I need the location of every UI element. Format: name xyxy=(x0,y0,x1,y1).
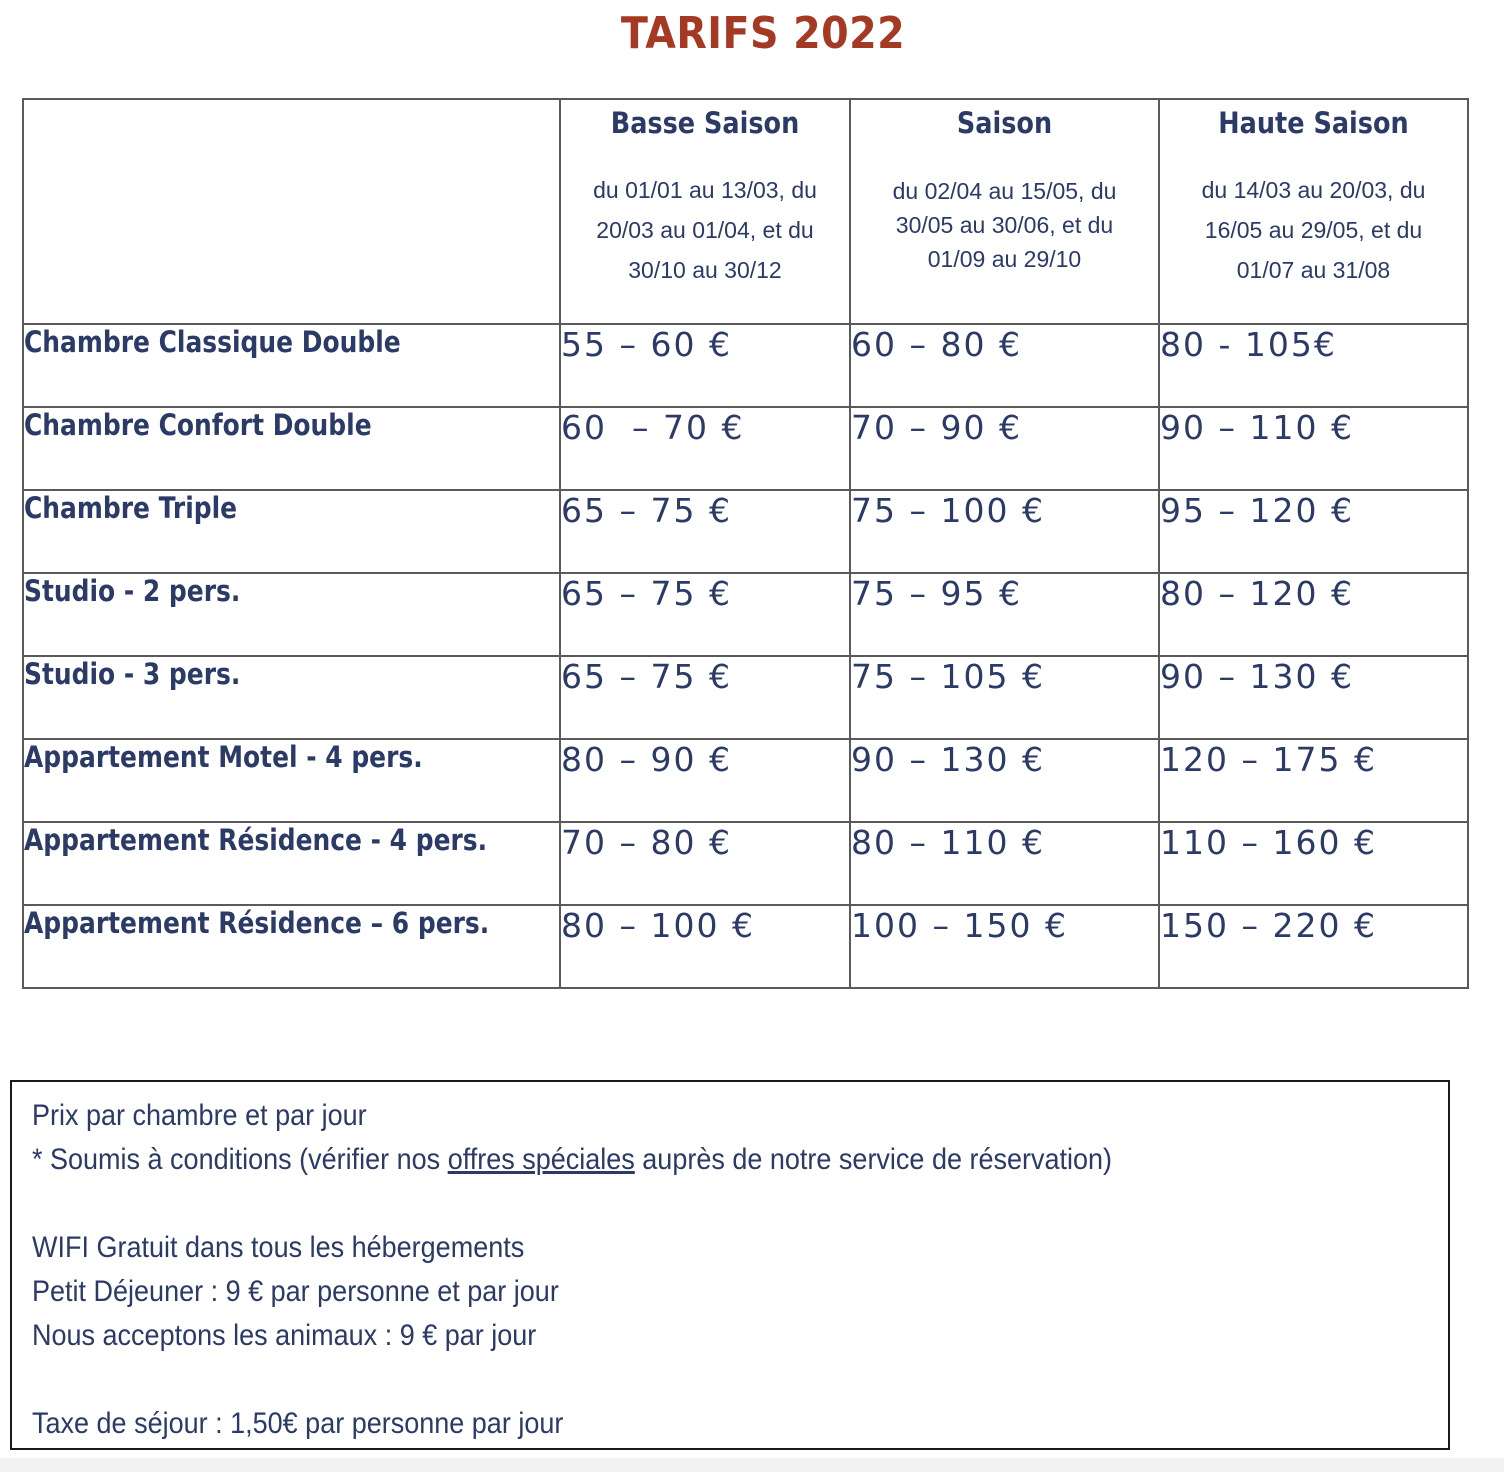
season-name: Haute Saison xyxy=(1218,106,1409,140)
price-haute-saison: 95 – 120 € xyxy=(1159,490,1468,573)
price-basse-saison: 70 – 80 € xyxy=(560,822,850,905)
room-name: Chambre Classique Double xyxy=(23,324,560,407)
season-dates: du 02/04 au 15/05, du 30/05 au 30/06, et du 01/09 au 29/10 xyxy=(892,178,1117,272)
season-dates: du 14/03 au 20/03, du 16/05 au 29/05, et du 01/07 au 31/08 xyxy=(1201,177,1426,283)
price-haute-saison: 90 – 110 € xyxy=(1159,407,1468,490)
bottom-edge xyxy=(0,1458,1504,1472)
note-breakfast: Petit Déjeuner : 9 € par personne et par jour xyxy=(32,1275,559,1308)
season-dates: du 01/01 au 13/03, du 20/03 au 01/04, et du 30/10 au 30/12 xyxy=(593,177,817,283)
price-basse-saison: 65 – 75 € xyxy=(560,656,850,739)
note-pets: Nous acceptons les animaux : 9 € par jour xyxy=(32,1319,537,1352)
room-name: Studio - 2 pers. xyxy=(23,573,560,656)
room-name: Appartement Motel - 4 pers. xyxy=(23,739,560,822)
price-saison: 60 – 80 € xyxy=(850,324,1159,407)
table-row xyxy=(23,407,1468,490)
note-wifi: WIFI Gratuit dans tous les hébergements xyxy=(32,1231,525,1264)
price-haute-saison: 90 – 130 € xyxy=(1159,656,1468,739)
season-name: Saison xyxy=(956,106,1053,140)
room-name: Chambre Triple xyxy=(23,490,560,573)
conditions-text: * Soumis à conditions (vérifier nos xyxy=(32,1143,448,1176)
spacer xyxy=(32,1182,1428,1226)
price-saison: 80 – 110 € xyxy=(850,822,1159,905)
table-row xyxy=(23,822,1468,905)
table-row xyxy=(23,324,1468,407)
price-haute-saison: 150 – 220 € xyxy=(1159,905,1468,988)
header-saison xyxy=(850,99,1159,324)
price-saison: 75 – 95 € xyxy=(850,573,1159,656)
price-saison: 90 – 130 € xyxy=(850,739,1159,822)
season-name: Basse Saison xyxy=(610,106,800,140)
room-name: Appartement Résidence - 4 pers. xyxy=(23,822,560,905)
price-basse-saison: 80 – 100 € xyxy=(560,905,850,988)
note-price-basis: Prix par chambre et par jour xyxy=(32,1099,367,1132)
room-name: Chambre Confort Double xyxy=(23,407,560,490)
table-row xyxy=(23,490,1468,573)
table-header-row xyxy=(23,99,1468,324)
room-name: Studio - 3 pers. xyxy=(23,656,560,739)
table-row xyxy=(23,573,1468,656)
rates-table xyxy=(22,98,1469,989)
price-haute-saison: 110 – 160 € xyxy=(1159,822,1468,905)
table-row xyxy=(23,656,1468,739)
room-name: Appartement Résidence – 6 pers. xyxy=(23,905,560,988)
price-basse-saison: 55 – 60 € xyxy=(560,324,850,407)
price-haute-saison: 120 – 175 € xyxy=(1159,739,1468,822)
note-conditions xyxy=(32,1138,1288,1182)
price-basse-saison: 65 – 75 € xyxy=(560,573,850,656)
table-row xyxy=(23,905,1468,988)
notes-box xyxy=(10,1080,1450,1450)
price-saison: 75 – 105 € xyxy=(850,656,1159,739)
price-basse-saison: 60 – 70 € xyxy=(560,407,850,490)
price-haute-saison: 80 – 120 € xyxy=(1159,573,1468,656)
spacer xyxy=(32,1358,1428,1402)
header-empty-cell xyxy=(23,99,560,324)
header-haute-saison xyxy=(1159,99,1468,324)
header-basse-saison xyxy=(560,99,850,324)
table-row xyxy=(23,739,1468,822)
price-saison: 100 – 150 € xyxy=(850,905,1159,988)
price-saison: 75 – 100 € xyxy=(850,490,1159,573)
price-basse-saison: 80 – 90 € xyxy=(560,739,850,822)
page-title: TARIFS 2022 xyxy=(620,8,906,59)
special-offers-link[interactable]: offres spéciales xyxy=(447,1143,635,1176)
conditions-text: auprès de notre service de réservation) xyxy=(634,1143,1113,1176)
price-haute-saison: 80 - 105€ xyxy=(1159,324,1468,407)
note-tourist-tax: Taxe de séjour : 1,50€ par personne par jour xyxy=(32,1407,564,1440)
price-basse-saison: 65 – 75 € xyxy=(560,490,850,573)
price-saison: 70 – 90 € xyxy=(850,407,1159,490)
